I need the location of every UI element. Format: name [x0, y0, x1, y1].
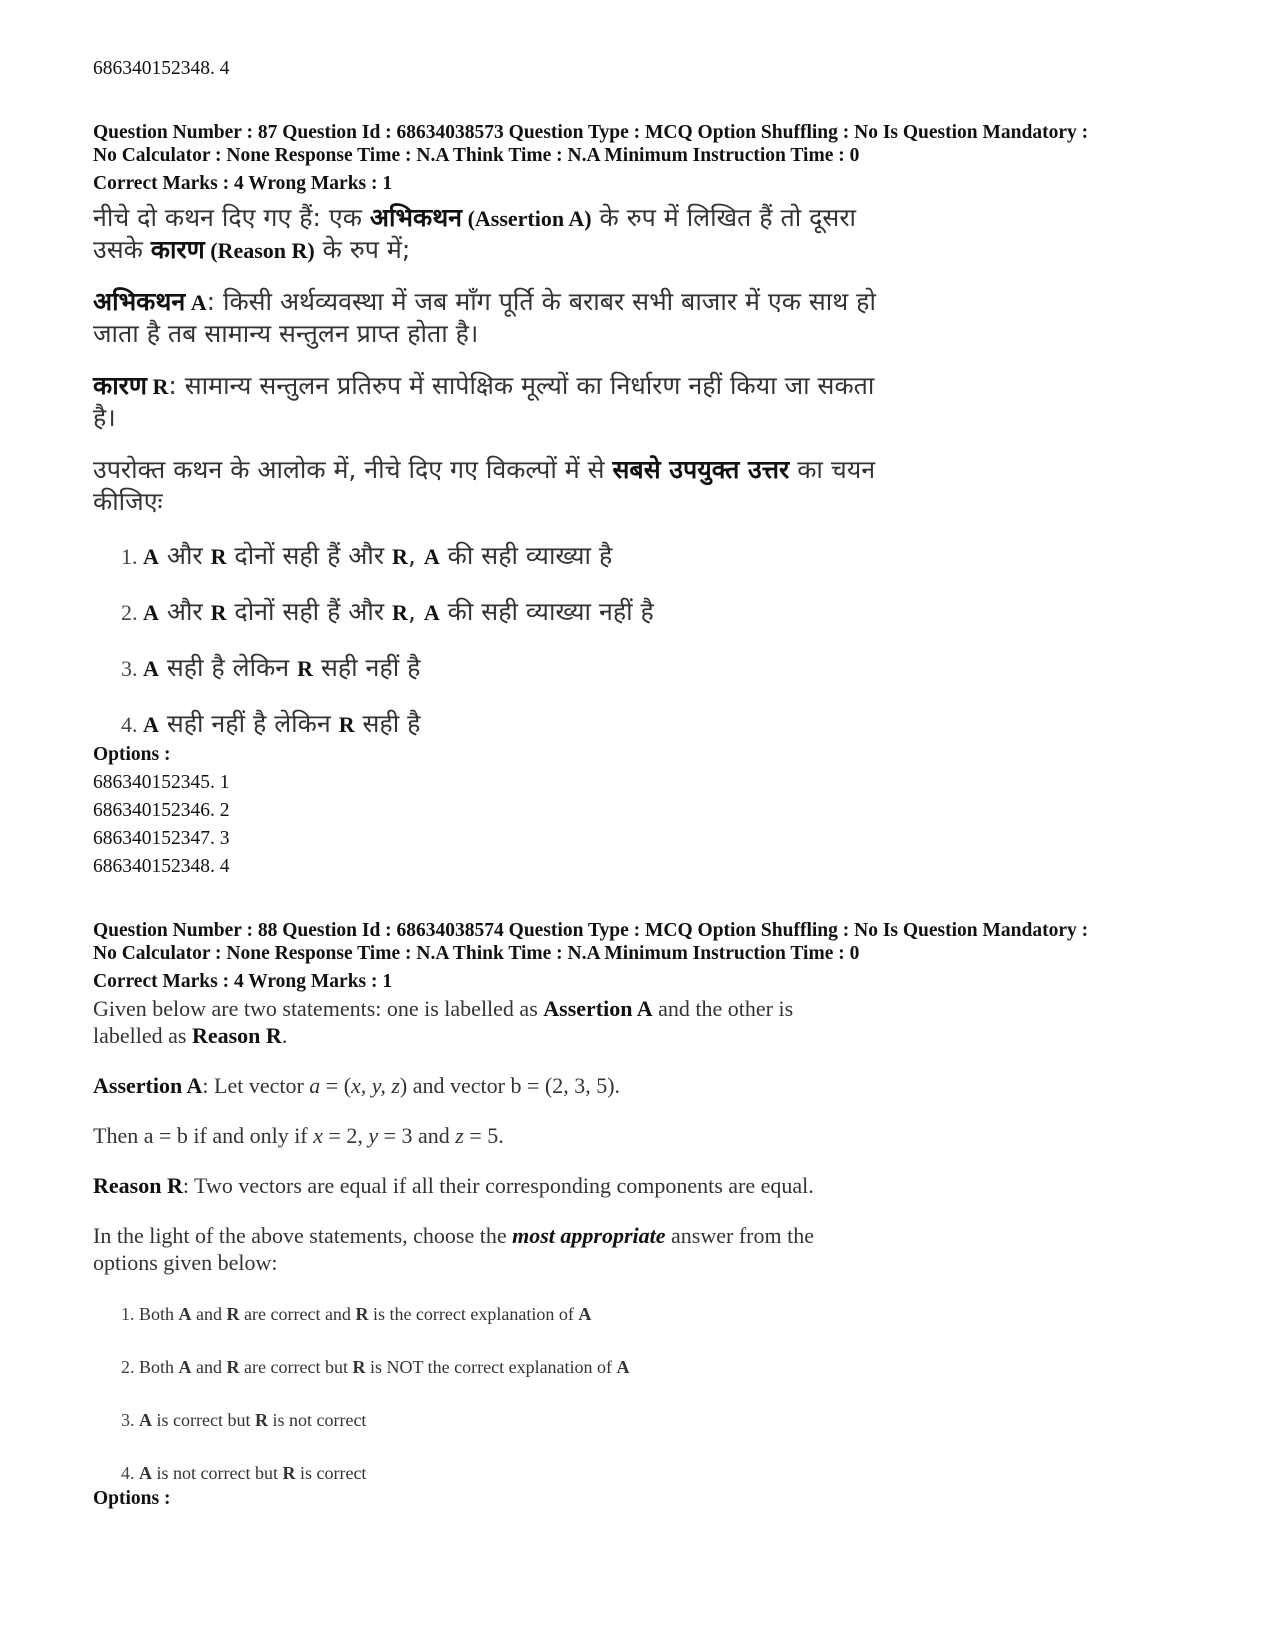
bold-text: A	[139, 1463, 152, 1483]
text: Both	[139, 1357, 179, 1377]
q88-assertion-line	[93, 1073, 620, 1099]
q87-choice-1	[121, 538, 612, 572]
text: is NOT the correct explanation of	[365, 1357, 617, 1377]
bold-italic-text: most appropriate	[512, 1223, 666, 1248]
q87-reason-line-2: है।	[93, 403, 116, 432]
bold-text: A	[616, 1357, 630, 1377]
bold-text: (Assertion A)	[462, 206, 592, 231]
q88-intro-line-2	[93, 1023, 287, 1049]
italic-text: y	[368, 1123, 379, 1148]
q87-meta-line-2: No Calculator : None Response Time : N.A Think Time : N.A Minimum Instruction Time : 0	[93, 145, 860, 166]
q88-then-line	[93, 1123, 504, 1149]
italic-text: x, y, z	[351, 1073, 400, 1098]
choice-number: 4.	[121, 712, 143, 737]
assertion-label: Assertion A	[93, 1073, 203, 1098]
q88-choice-4	[121, 1463, 366, 1484]
q88-instruction-line-2: options given below:	[93, 1250, 278, 1275]
text: = 2,	[322, 1123, 369, 1148]
text: : सामान्य सन्तुलन प्रतिरुप में सापेक्षिक मूल्यों का निर्धारण नहीं किया जा सकता	[168, 371, 875, 400]
text: is not correct	[267, 1410, 367, 1430]
text: are correct but	[239, 1357, 353, 1377]
text: Both	[139, 1304, 179, 1324]
text: : Let vector	[202, 1073, 310, 1098]
bold-text: A	[185, 290, 207, 315]
q87-choice-4	[121, 706, 420, 740]
italic-text: a	[309, 1073, 321, 1098]
bold-text: Assertion A	[543, 996, 653, 1021]
bold-text: A	[178, 1357, 192, 1377]
text: = (	[320, 1073, 352, 1098]
text: ,	[407, 597, 424, 626]
text: दोनों सही हैं और	[226, 541, 393, 570]
bold-text: R	[392, 600, 408, 625]
choice-number: 1.	[121, 544, 143, 569]
choice-number: 3.	[121, 1410, 139, 1430]
text: : किसी अर्थव्यवस्था में जब माँग पूर्ति के बराबर सभी बाजार में एक साथ हो	[206, 287, 876, 316]
q87-instruction-line-1	[93, 452, 875, 486]
q87-option-1: 686340152345. 1	[93, 772, 230, 793]
q88-intro-line-1	[93, 996, 793, 1022]
bold-text: R	[297, 656, 313, 681]
text: and the other is	[652, 996, 794, 1021]
text: is correct	[295, 1463, 367, 1483]
text: is not correct but	[152, 1463, 283, 1483]
italic-text: x	[313, 1123, 323, 1148]
q87-option-4: 686340152348. 4	[93, 856, 230, 877]
q87-option-2: 686340152346. 2	[93, 800, 230, 821]
bold-text: A	[578, 1304, 592, 1324]
bold-text: अभिकथन	[369, 203, 463, 232]
bold-text: R	[282, 1463, 296, 1483]
reason-label: कारण	[93, 371, 147, 400]
bold-text: R	[146, 374, 169, 399]
q87-intro-line-1	[93, 200, 856, 234]
bold-text: R	[392, 544, 408, 569]
bold-text: A	[423, 600, 440, 625]
text: Then a = b if and only if	[93, 1123, 314, 1148]
bold-text: R	[254, 1410, 268, 1430]
q87-assertion-line-2: जाता है तब सामान्य सन्तुलन प्राप्त होता है।	[93, 319, 479, 348]
q87-choice-3	[121, 650, 420, 684]
bold-text: A	[143, 712, 159, 737]
q88-options-label: Options :	[93, 1488, 171, 1509]
bold-text: R	[352, 1357, 366, 1377]
italic-text: z	[455, 1123, 464, 1148]
text: और	[158, 597, 211, 626]
choice-number: 2.	[121, 1357, 139, 1377]
text: .	[281, 1023, 288, 1048]
text: labelled as	[93, 1023, 192, 1048]
choice-number: 3.	[121, 656, 143, 681]
bold-text: A	[178, 1304, 192, 1324]
text: and	[191, 1357, 227, 1377]
text: ,	[407, 541, 424, 570]
bold-text: A	[143, 544, 159, 569]
bold-text: A	[143, 600, 159, 625]
text: नीचे दो कथन दिए गए हैं: एक	[93, 203, 370, 232]
bold-text: R	[210, 544, 227, 569]
bold-text: सबसे उपयुक्त उत्तर	[612, 455, 790, 484]
bold-text: R	[338, 712, 355, 737]
bold-text: Reason R	[191, 1023, 282, 1048]
q87-option-3: 686340152347. 3	[93, 828, 230, 849]
q87-options-label: Options :	[93, 744, 171, 765]
text: के रुप में;	[314, 235, 411, 264]
text: = 3 and	[378, 1123, 456, 1148]
text: and	[191, 1304, 227, 1324]
bold-text: R	[355, 1304, 369, 1324]
bold-text: A	[423, 544, 440, 569]
choice-number: 2.	[121, 600, 143, 625]
q88-choice-3	[121, 1410, 366, 1431]
q88-instruction-line-1	[93, 1223, 814, 1249]
q87-choice-2	[121, 594, 654, 628]
q88-meta-line-2: No Calculator : None Response Time : N.A Think Time : N.A Minimum Instruction Time : 0	[93, 943, 860, 964]
bold-text: R	[210, 600, 227, 625]
q87-meta-line-1: Question Number : 87 Question Id : 68634038573 Question Type : MCQ Option Shuffling : No Is Question Mandatory :	[93, 122, 1089, 143]
q87-assertion-line-1	[93, 284, 876, 318]
choice-number: 1.	[121, 1304, 139, 1324]
reason-label: Reason R	[93, 1173, 183, 1198]
text: = 5.	[463, 1123, 504, 1148]
text: उपरोक्त कथन के आलोक में, नीचे दिए गए विकल्पों में से	[93, 455, 613, 484]
bold-text: A	[143, 656, 159, 681]
q88-reason-line	[93, 1173, 814, 1199]
text: Given below are two statements: one is labelled as	[93, 996, 544, 1021]
choice-number: 4.	[121, 1463, 139, 1483]
bold-text: R	[226, 1304, 240, 1324]
assertion-label: अभिकथन	[93, 287, 186, 316]
text: की सही व्याख्या नहीं है	[439, 597, 654, 626]
q88-choice-1	[121, 1304, 591, 1325]
text: सही है लेकिन	[158, 653, 298, 682]
text: is the correct explanation of	[368, 1304, 579, 1324]
bold-text: कारण	[150, 235, 205, 264]
text: उसके	[93, 235, 151, 264]
q87-intro-line-2	[93, 232, 410, 266]
text: सही नहीं है लेकिन	[158, 709, 339, 738]
q87-marks: Correct Marks : 4 Wrong Marks : 1	[93, 173, 393, 194]
text: is correct but	[152, 1410, 255, 1430]
q88-marks: Correct Marks : 4 Wrong Marks : 1	[93, 971, 393, 992]
text: सही नहीं है	[313, 653, 421, 682]
text: की सही व्याख्या है	[439, 541, 613, 570]
bold-text: (Reason R)	[204, 238, 315, 263]
text: answer from the	[665, 1223, 814, 1248]
q88-choice-2	[121, 1357, 630, 1378]
q88-meta-line-1: Question Number : 88 Question Id : 68634038574 Question Type : MCQ Option Shuffling : No Is Question Mandatory :	[93, 920, 1089, 941]
previous-option-line: 686340152348. 4	[93, 58, 230, 79]
text: और	[158, 541, 211, 570]
text: are correct and	[239, 1304, 356, 1324]
text: सही है	[354, 709, 421, 738]
text: का चयन	[789, 455, 876, 484]
text: In the light of the above statements, choose the	[93, 1223, 513, 1248]
q87-reason-line-1	[93, 368, 874, 402]
text: दोनों सही हैं और	[226, 597, 393, 626]
text: ) and vector b = (2, 3, 5).	[399, 1073, 621, 1098]
bold-text: R	[226, 1357, 240, 1377]
q87-instruction-line-2: कीजिएः	[93, 487, 163, 516]
bold-text: A	[139, 1410, 152, 1430]
text: : Two vectors are equal if all their corresponding components are equal.	[182, 1173, 814, 1198]
text: के रुप में लिखित हैं तो दूसरा	[591, 203, 857, 232]
